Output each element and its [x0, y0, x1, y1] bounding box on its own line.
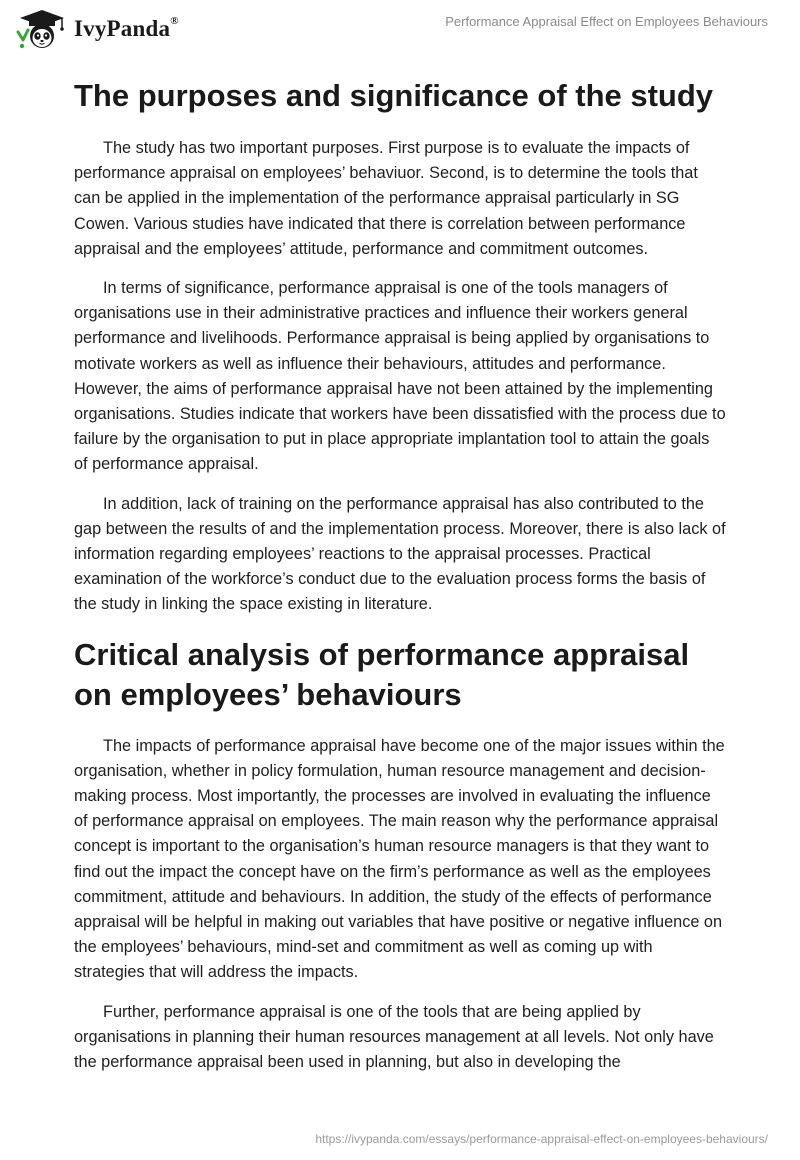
paragraph: In terms of significance, performance appraisal is one of the tools managers of organisations use in their administrative practices and influence their workers general performance and livelihoods. Performance appraisal is being applied by organisations to motivate workers as well as influence their behaviours, attitudes and performance. However, the aims of performance appraisal have not been attained by the implementing organisations. Studies indicate that workers have been dissatisfied with the process due to failure by the organisation to put in place appropriate implantation tool to attain the goals of performance appraisal. — [74, 279, 726, 474]
section-heading: The purposes and significance of the study — [74, 78, 714, 113]
paragraph: Further, performance appraisal is one of the tools that are being applied by organisations in planning their human resources management at all levels. Not only have the performance appraisal been used in planning, but also in developing the — [74, 1002, 714, 1072]
paragraph: The study has two important purposes. First purpose is to evaluate the impacts of performance appraisal on employees’ behaviuor. Second, is to determine the tools that can be applied in the implementation of the performance appraisal particularly in SG Cowen. Various studies have indicated that there is correlation between performance appraisal and the employees’ attitude, performance and commitment outcomes. — [74, 139, 698, 258]
registered-mark: ® — [170, 15, 179, 28]
section-heading: Critical analysis of performance appraisal on employees’ behaviours — [74, 636, 690, 712]
article-body — [74, 70, 726, 1075]
brand-logo[interactable] — [14, 8, 179, 50]
source-url-link[interactable]: https://ivypanda.com/essays/performance-appraisal-effect-on-employees-behaviours/ — [315, 1132, 768, 1146]
brand-name — [74, 16, 179, 42]
paragraph: The impacts of performance appraisal have become one of the major issues within the organisation, whether in policy formulation, human resource management and decision-making process. Most importantly, the processes are involved in evaluating the influence of performance appraisal on employees. The main reason why the performance appraisal concept is important to the organisation’s human resource managers is that they want to find out the impact the concept have on the firm’s performance as well as the employees commitment, attitude and behaviours. In addition, the study of the effects of performance appraisal will be helpful in making out variables that have positive or negative influence on the employees’ behaviours, mind-set and commitment as well as coming up with strategies that will address the impacts. — [74, 736, 725, 982]
page-header — [0, 0, 800, 60]
brand-name-text: IvyPanda — [74, 16, 171, 41]
document-title: Performance Appraisal Effect on Employees Behaviours — [445, 14, 768, 29]
panda-graduate-logo-icon — [14, 8, 70, 50]
paragraph: In addition, lack of training on the performance appraisal has also contributed to the gap between the results of and the implementation process. Moreover, there is also lack of information regarding employees’ reactions to the appraisal processes. Practical examination of the workforce’s conduct due to the evaluation process forms the basis of the study in linking the space existing in literature. — [74, 494, 726, 614]
